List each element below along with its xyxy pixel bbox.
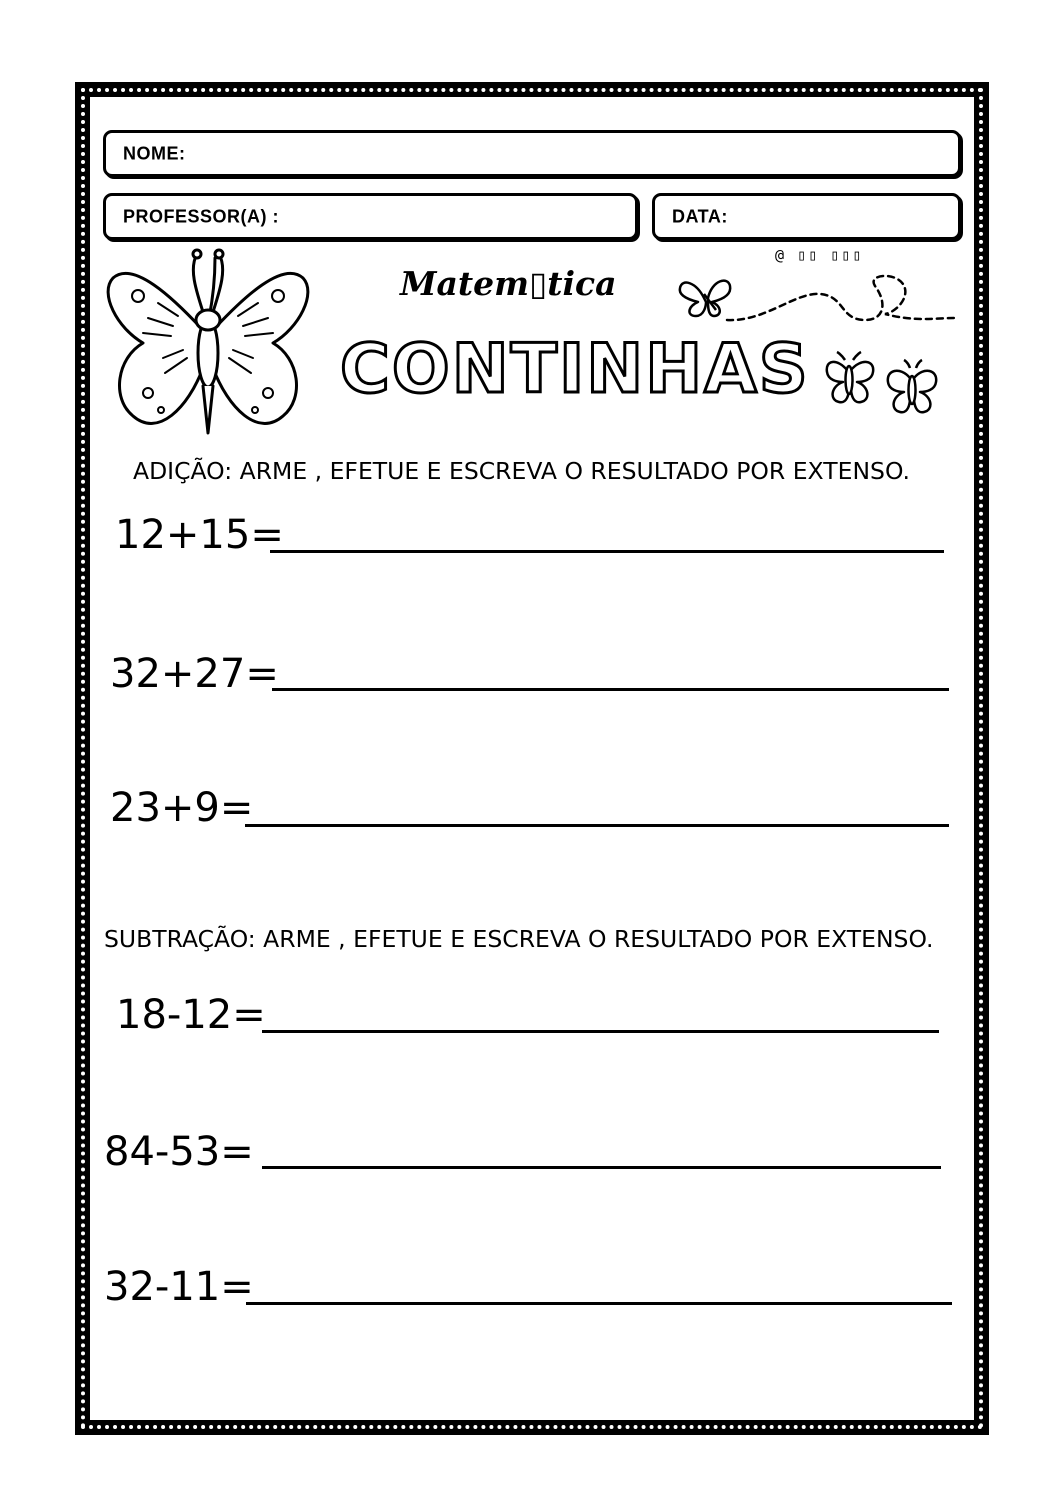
answer-line[interactable] [262, 1030, 939, 1033]
butterfly-icon [103, 248, 313, 438]
answer-line[interactable] [272, 688, 949, 691]
addition-problem: 32+27= [110, 651, 279, 697]
subtraction-problem: 84-53= [104, 1129, 254, 1175]
answer-line[interactable] [270, 550, 944, 553]
answer-line[interactable] [246, 1302, 952, 1305]
answer-line[interactable] [245, 824, 949, 827]
teacher-field[interactable] [103, 193, 638, 240]
author-handle: @ ▯▯ ▯▯▯ [775, 246, 864, 264]
subject-subtitle: Matem▯tica [400, 264, 617, 303]
answer-line[interactable] [262, 1166, 941, 1169]
date-label: DATA: [672, 206, 728, 226]
subtraction-instruction: SUBTRAÇÃO: ARME , EFETUE E ESCREVA O RESULTADO POR EXTENSO. [104, 925, 934, 953]
name-label: NOME: [123, 143, 186, 163]
name-field[interactable] [103, 130, 961, 177]
addition-instruction: ADIÇÃO: ARME , EFETUE E ESCREVA O RESULTADO POR EXTENSO. [133, 457, 910, 485]
small-butterfly-icon [880, 358, 940, 420]
teacher-label: PROFESSOR(A) : [123, 206, 280, 226]
addition-problem: 12+15= [115, 512, 284, 558]
date-field[interactable] [652, 193, 961, 240]
small-butterfly-icon [823, 350, 878, 410]
subtraction-problem: 32-11= [104, 1264, 254, 1310]
worksheet-title: CONTINHAS [340, 330, 810, 409]
addition-problem: 23+9= [110, 785, 254, 831]
subtraction-problem: 18-12= [116, 992, 266, 1038]
dashed-flight-path-icon [725, 272, 960, 332]
